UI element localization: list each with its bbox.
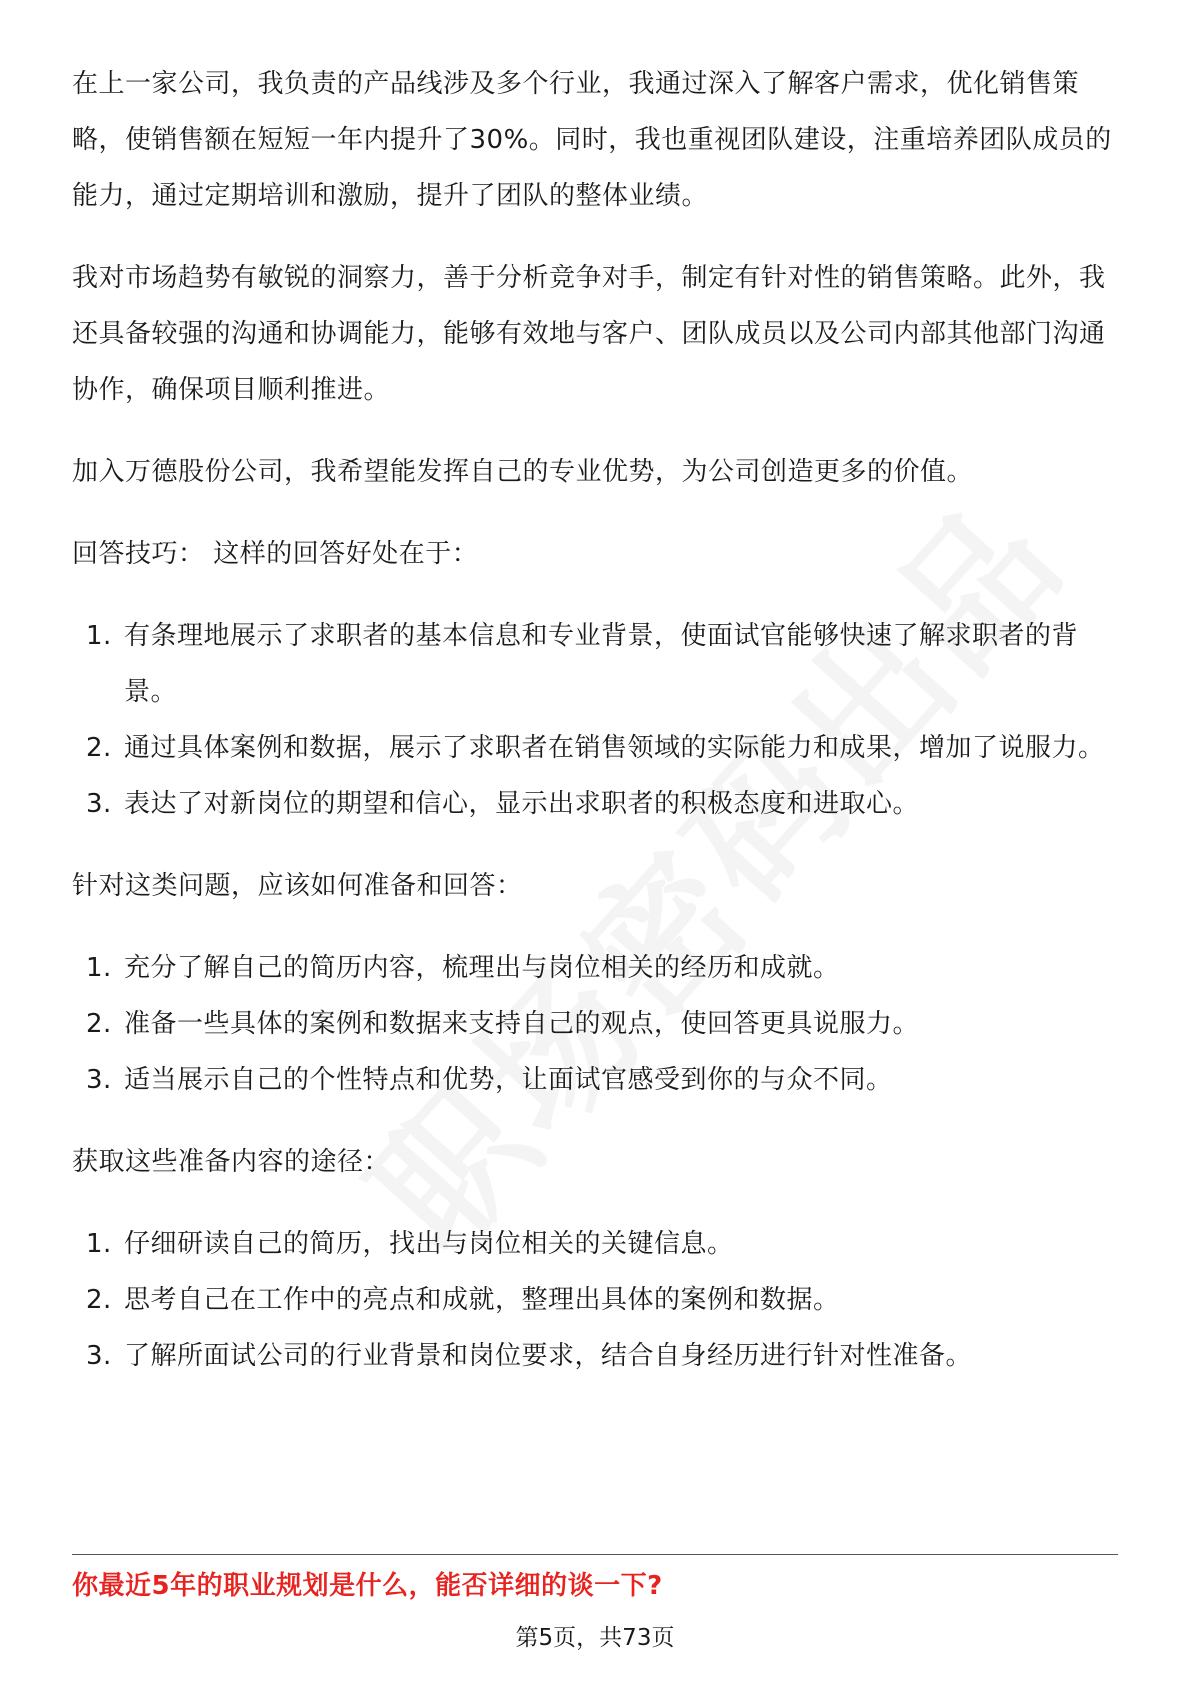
paragraph: 加入万德股份公司，我希望能发挥自己的专业优势，为公司创造更多的价值。: [72, 457, 974, 487]
source-list: [72, 1216, 1118, 1384]
list-item-text: 通过具体案例和数据，展示了求职者在销售领域的实际能力和成果，增加了说服力。: [124, 733, 1105, 763]
list-item: [72, 720, 1118, 776]
list-number: 2.: [86, 733, 112, 763]
document-body: [72, 56, 1118, 1410]
list-number: 2.: [86, 1285, 112, 1315]
page-number: 第5页，共73页: [515, 1625, 675, 1651]
list-item-text: 仔细研读自己的简历，找出与岗位相关的关键信息。: [124, 1229, 734, 1259]
paragraph: 我对市场趋势有敏锐的洞察力，善于分析竞争对手，制定有针对性的销售策略。此外，我还具备较强的沟通和协调能力，能够有效地与客户、团队成员以及公司内部其他部门沟通协作，确保项目顺利推进。: [72, 263, 1106, 405]
list-item: [72, 996, 1118, 1052]
list-item-text: 充分了解自己的简历内容，梳理出与岗位相关的经历和成就。: [124, 953, 840, 983]
list-number: 3.: [86, 789, 112, 819]
list-item-text: 准备一些具体的案例和数据来支持自己的观点，使回答更具说服力。: [124, 1009, 920, 1039]
list-number: 1.: [86, 953, 112, 983]
list-item: [72, 940, 1118, 996]
list-item-text: 适当展示自己的个性特点和优势，让面试官感受到你的与众不同。: [124, 1065, 893, 1095]
prep-list: [72, 940, 1118, 1108]
list-item: [72, 608, 1118, 720]
list-item-text: 有条理地展示了求职者的基本信息和专业背景，使面试官能够快速了解求职者的背景。: [124, 621, 1079, 707]
list-number: 1.: [86, 621, 112, 651]
list-item-text: 思考自己在工作中的亮点和成就，整理出具体的案例和数据。: [124, 1285, 840, 1315]
list-item: [72, 1052, 1118, 1108]
list-item-text: 了解所面试公司的行业背景和岗位要求，结合自身经历进行针对性准备。: [124, 1341, 973, 1371]
tips-list: [72, 608, 1118, 832]
list-number: 3.: [86, 1341, 112, 1371]
tips-heading: 回答技巧： 这样的回答好处在于：: [72, 539, 479, 569]
section-divider: [72, 1554, 1118, 1555]
source-heading: 获取这些准备内容的途径：: [72, 1147, 391, 1177]
paragraph: 在上一家公司，我负责的产品线涉及多个行业，我通过深入了解客户需求，优化销售策略，使销售额在短短一年内提升了30%。同时，我也重视团队建设，注重培养团队成员的能力，通过定期培训和激励，提升了团队的整体业绩。: [72, 69, 1112, 211]
list-number: 2.: [86, 1009, 112, 1039]
list-item: [72, 1216, 1118, 1272]
list-item: [72, 1328, 1118, 1384]
list-number: 1.: [86, 1229, 112, 1259]
list-item-text: 表达了对新岗位的期望和信心，显示出求职者的积极态度和进取心。: [124, 789, 920, 819]
list-item: [72, 776, 1118, 832]
prep-heading: 针对这类问题，应该如何准备和回答：: [72, 871, 523, 901]
next-question-heading: 你最近5年的职业规划是什么，能否详细的谈一下?: [72, 1571, 663, 1601]
list-item: [72, 1272, 1118, 1328]
list-number: 3.: [86, 1065, 112, 1095]
